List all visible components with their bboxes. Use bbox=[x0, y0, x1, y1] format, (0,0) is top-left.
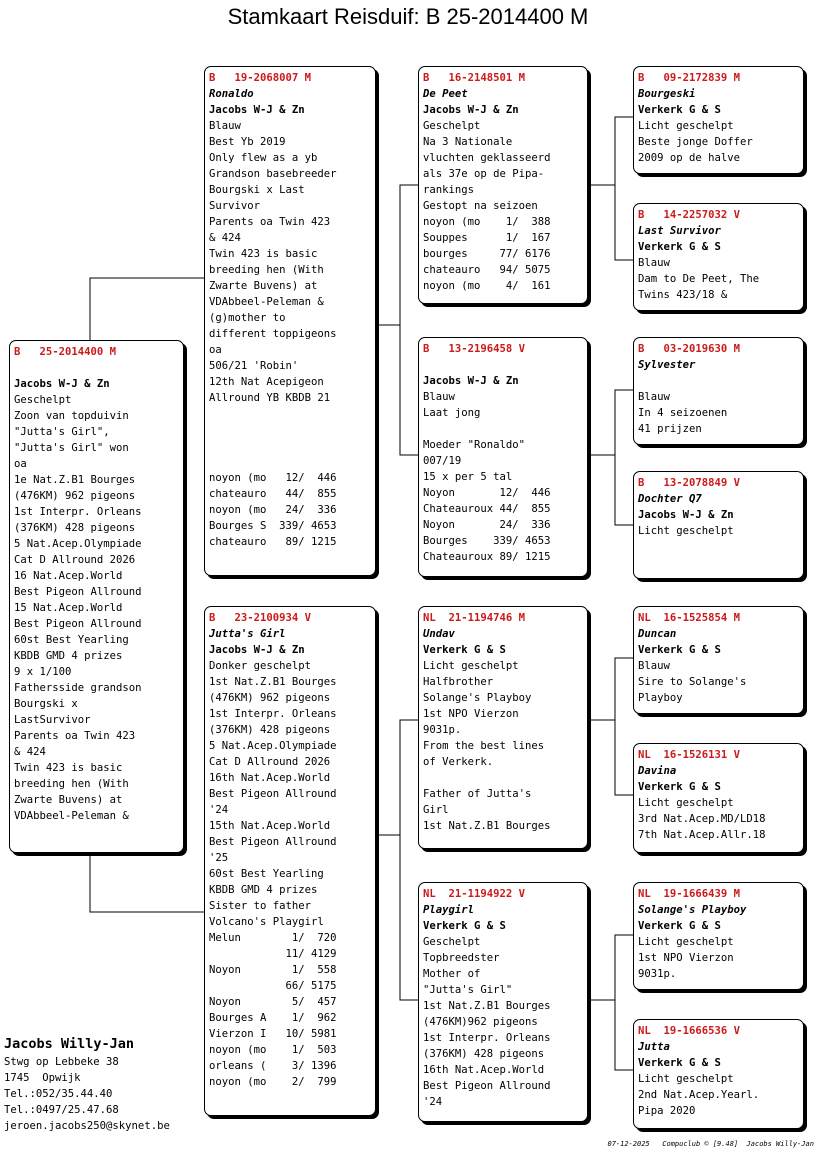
card-text-line: 15 x per 5 tal bbox=[423, 471, 513, 483]
card-text-line: From the best lines bbox=[423, 740, 545, 752]
card-text-line bbox=[209, 454, 371, 470]
card-text-line: Geschelpt bbox=[14, 394, 72, 406]
card-text-line: KBDB GMD 4 prizes bbox=[209, 884, 318, 896]
breeder-name: Jacobs W-J & Zn bbox=[423, 375, 519, 387]
card-text-line: Best Pigeon Allround bbox=[423, 1080, 551, 1092]
card-text-line: Souppes 1/ 167 bbox=[423, 232, 551, 244]
card-text-line: Survivor bbox=[209, 200, 261, 212]
footer-credit: 07-12-2025 Compuclub © [9.48] Jacobs Willy-Jan bbox=[607, 1140, 814, 1148]
card-text-line: Topbreedster bbox=[423, 952, 500, 964]
link-subject-dam bbox=[90, 853, 204, 912]
link-dam-gsire bbox=[400, 720, 418, 1000]
ring-number: NL 21-1194922 V bbox=[423, 888, 526, 900]
card-text-line: Noyon 24/ 336 bbox=[423, 519, 551, 531]
card-text-line: (476KM) 962 pigeons bbox=[14, 490, 136, 502]
pedigree-card-dam bbox=[204, 606, 376, 1116]
card-text-line: Geschelpt bbox=[423, 936, 481, 948]
card-text-line: Zwarte Buvens) at bbox=[14, 794, 123, 806]
card-text-line: Donker geschelpt bbox=[209, 660, 312, 672]
pigeon-name: Ronaldo bbox=[209, 88, 254, 100]
breeder-name: Jacobs W-J & Zn bbox=[14, 378, 110, 390]
card-text-line: & 424 bbox=[209, 232, 241, 244]
card-text-line: Licht geschelpt bbox=[638, 797, 734, 809]
pigeon-name: Solange's Playboy bbox=[638, 904, 747, 916]
card-text-line: 2nd Nat.Acep.Yearl. bbox=[638, 1089, 760, 1101]
breeder-name: Jacobs W-J & Zn bbox=[209, 104, 305, 116]
card-text-line: Sister to father bbox=[209, 900, 312, 912]
page-title: Stamkaart Reisduif: B 25-2014400 M bbox=[227, 4, 589, 29]
card-text-line: Girl bbox=[423, 804, 449, 816]
card-text-line: LastSurvivor bbox=[14, 714, 91, 726]
pedigree-card-sire-dam bbox=[418, 337, 588, 577]
card-text-line: (376KM) 428 pigeons bbox=[209, 724, 331, 736]
breeder-name: Jacobs W-J & Zn bbox=[209, 644, 305, 656]
card-text-line: 3rd Nat.Acep.MD/LD18 bbox=[638, 813, 766, 825]
card-text-line: Sire to Solange's bbox=[638, 676, 747, 688]
link-sire-gsire bbox=[400, 185, 418, 455]
pedigree-card-dam-sire-dam bbox=[633, 743, 804, 853]
card-text-line: 12th Nat Acepigeon bbox=[209, 376, 324, 388]
card-text-line bbox=[14, 360, 179, 376]
pigeon-name: Jutta bbox=[638, 1041, 670, 1053]
card-text-line: Chateauroux 44/ 855 bbox=[423, 503, 551, 515]
card-text-line: "Jutta's Girl" won bbox=[14, 442, 129, 454]
pedigree-card-sire-sire-dam bbox=[633, 203, 804, 311]
pedigree-card-sire-dam-dam bbox=[633, 471, 804, 579]
card-text-line: Best Yb 2019 bbox=[209, 136, 286, 148]
card-text-line: Pipa 2020 bbox=[638, 1105, 696, 1117]
pedigree-card-sire-dam-sire bbox=[633, 337, 804, 445]
card-text-line: 7th Nat.Acep.Allr.18 bbox=[638, 829, 766, 841]
card-text-line: Licht geschelpt bbox=[638, 525, 734, 537]
card-text-line: Gestopt na seizoen bbox=[423, 200, 538, 212]
card-text-line: Best Pigeon Allround bbox=[14, 586, 142, 598]
card-text-line: Parents oa Twin 423 bbox=[209, 216, 331, 228]
card-text-line: "Jutta's Girl" bbox=[423, 984, 513, 996]
owner-phone: Tel.:052/35.44.40 bbox=[4, 1088, 113, 1100]
card-text-line: Bourges 339/ 4653 bbox=[423, 535, 551, 547]
owner-email[interactable]: jeroen.jacobs250@skynet.be bbox=[4, 1120, 170, 1132]
pedigree-card-dam-dam-sire bbox=[633, 882, 804, 990]
ring-number: B 19-2068007 M bbox=[209, 72, 312, 84]
card-text-line: noyon (mo 24/ 336 bbox=[209, 504, 337, 516]
card-text-line: 16 Nat.Acep.World bbox=[14, 570, 123, 582]
card-text-line: Chateauroux 89/ 1215 bbox=[423, 551, 551, 563]
card-text-line: oa bbox=[209, 344, 222, 356]
pedigree-card-dam-sire-sire bbox=[633, 606, 804, 714]
card-text-line: 60st Best Yearling bbox=[14, 634, 129, 646]
card-text-line: 1st Nat.Z.B1 Bourges bbox=[423, 820, 551, 832]
card-text-line: 1st Nat.Z.B1 Bourges bbox=[209, 676, 337, 688]
card-text-line: Zwarte Buvens) at bbox=[209, 280, 318, 292]
card-text-line: (476KM) 962 pigeons bbox=[209, 692, 331, 704]
card-text-line: 1st Interpr. Orleans bbox=[209, 708, 337, 720]
card-text-line bbox=[423, 421, 583, 437]
card-text-line: 15th Nat.Acep.World bbox=[209, 820, 331, 832]
card-text-line: different toppigeons bbox=[209, 328, 337, 340]
card-text-line: '24 bbox=[423, 1096, 443, 1108]
card-text-line: Dam to De Peet, The bbox=[638, 273, 760, 285]
card-text-line bbox=[209, 422, 371, 438]
ring-number: B 03-2019630 M bbox=[638, 343, 741, 355]
card-text-line: Fathersside grandson bbox=[14, 682, 142, 694]
card-text-line: & 424 bbox=[14, 746, 46, 758]
pigeon-name: Undav bbox=[423, 628, 455, 640]
card-text-line: 5 Nat.Acep.Olympiade bbox=[209, 740, 337, 752]
card-text-line: Cat D Allround 2026 bbox=[209, 756, 331, 768]
card-text-line: Twin 423 is basic bbox=[14, 762, 123, 774]
card-text-line: Grandson basebreeder bbox=[209, 168, 337, 180]
card-text-line: Licht geschelpt bbox=[638, 936, 734, 948]
ring-number: NL 16-1526131 V bbox=[638, 749, 741, 761]
card-text-line: 16th Nat.Acep.World bbox=[423, 1064, 545, 1076]
card-text-line: Blauw bbox=[638, 660, 670, 672]
ring-number: B 16-2148501 M bbox=[423, 72, 526, 84]
card-text-line: 1st NPO Vierzon bbox=[638, 952, 734, 964]
card-text-line: 9031p. bbox=[423, 724, 462, 736]
card-text-line: 5 Nat.Acep.Olympiade bbox=[14, 538, 142, 550]
card-text-line: of Verkerk. bbox=[423, 756, 494, 768]
pigeon-name: Jutta's Girl bbox=[209, 628, 286, 640]
card-text-line: Halfbrother bbox=[423, 676, 494, 688]
card-text-line: rankings bbox=[423, 184, 475, 196]
ring-number: B 09-2172839 M bbox=[638, 72, 741, 84]
card-text-line: Licht geschelpt bbox=[423, 660, 519, 672]
ring-number: B 23-2100934 V bbox=[209, 612, 312, 624]
breeder-name: Jacobs W-J & Zn bbox=[638, 509, 734, 521]
card-text-line: Geschelpt bbox=[423, 120, 481, 132]
card-text-line: noyon (mo 4/ 161 bbox=[423, 280, 551, 292]
link-subject-sire bbox=[90, 278, 204, 340]
card-text-line: Volcano's Playgirl bbox=[209, 916, 324, 928]
card-text-line: vluchten geklasseerd bbox=[423, 152, 551, 164]
card-text-line: 1st Interpr. Orleans bbox=[423, 1032, 551, 1044]
card-text-line bbox=[638, 373, 799, 389]
pedigree-card-dam-dam bbox=[418, 882, 588, 1122]
card-text-line: oa bbox=[14, 458, 27, 470]
card-text-line: Vierzon I 10/ 5981 bbox=[209, 1028, 337, 1040]
card-text-line: Bourges S 339/ 4653 bbox=[209, 520, 337, 532]
pedigree-card-sire-sire-sire bbox=[633, 66, 804, 174]
card-text-line: chateauro 94/ 5075 bbox=[423, 264, 551, 276]
owner-mobile: Tel.:0497/25.47.68 bbox=[4, 1104, 119, 1116]
card-text-line: '24 bbox=[209, 804, 229, 816]
breeder-name: Verkerk G & S bbox=[638, 781, 721, 793]
pedigree-card-subject bbox=[9, 340, 184, 853]
ring-number: NL 19-1666439 M bbox=[638, 888, 741, 900]
card-text-line: breeding hen (With bbox=[209, 264, 324, 276]
card-text-line: Licht geschelpt bbox=[638, 1073, 734, 1085]
card-text-line: Blauw bbox=[638, 257, 670, 269]
pigeon-name: De Peet bbox=[423, 88, 468, 100]
card-text-line: bourges 77/ 6176 bbox=[423, 248, 551, 260]
card-text-line: als 37e op de Pipa- bbox=[423, 168, 545, 180]
card-text-line: orleans ( 3/ 1396 bbox=[209, 1060, 337, 1072]
card-text-line: breeding hen (With bbox=[14, 778, 129, 790]
card-text-line: (376KM) 428 pigeons bbox=[423, 1048, 545, 1060]
card-text-line: Zoon van topduivin bbox=[14, 410, 129, 422]
card-text-line: Blauw bbox=[209, 120, 241, 132]
ring-number: B 13-2078849 V bbox=[638, 477, 741, 489]
card-text-line: 506/21 'Robin' bbox=[209, 360, 299, 372]
card-text-line: Best Pigeon Allround bbox=[209, 836, 337, 848]
pigeon-name: Sylvester bbox=[638, 359, 696, 371]
card-text-line: Best Pigeon Allround bbox=[14, 618, 142, 630]
card-text-line: Noyon 12/ 446 bbox=[423, 487, 551, 499]
card-text-line: VDAbbeel-Peleman & bbox=[14, 810, 129, 822]
pedigree-card-dam-sire bbox=[418, 606, 588, 849]
card-text-line: 007/19 bbox=[423, 455, 462, 467]
card-text-line: 2009 op de halve bbox=[638, 152, 741, 164]
card-text-line: noyon (mo 1/ 388 bbox=[423, 216, 551, 228]
pedigree-card-sire bbox=[204, 66, 376, 576]
link-mf-ggparents bbox=[615, 658, 633, 795]
card-text-line: 1st Interpr. Orleans bbox=[14, 506, 142, 518]
card-text-line: Noyon 5/ 457 bbox=[209, 996, 337, 1008]
breeder-name: Verkerk G & S bbox=[423, 920, 506, 932]
card-text-line: Cat D Allround 2026 bbox=[14, 554, 136, 566]
card-text-line: Best Pigeon Allround bbox=[209, 788, 337, 800]
ring-number: B 13-2196458 V bbox=[423, 343, 526, 355]
breeder-name: Verkerk G & S bbox=[638, 644, 721, 656]
card-text-line: Bourgski x bbox=[14, 698, 78, 710]
card-text-line: '25 bbox=[209, 852, 229, 864]
card-text-line: Laat jong bbox=[423, 407, 481, 419]
card-text-line: Solange's Playboy bbox=[423, 692, 532, 704]
owner-city: 1745 Opwijk bbox=[4, 1072, 81, 1084]
pigeon-name: Last Survivor bbox=[638, 225, 721, 237]
card-text-line: KBDB GMD 4 prizes bbox=[14, 650, 123, 662]
card-text-line bbox=[423, 770, 583, 786]
card-text-line: Parents oa Twin 423 bbox=[14, 730, 136, 742]
card-text-line: 9 x 1/100 bbox=[14, 666, 72, 678]
card-text-line: 1st NPO Vierzon bbox=[423, 708, 519, 720]
ring-number: NL 19-1666536 V bbox=[638, 1025, 741, 1037]
card-text-line: Bourges A 1/ 962 bbox=[209, 1012, 337, 1024]
ring-number: B 14-2257032 V bbox=[638, 209, 741, 221]
card-text-line: 11/ 4129 bbox=[209, 948, 337, 960]
pigeon-name: Davina bbox=[638, 765, 677, 777]
card-text-line: 41 prijzen bbox=[638, 423, 702, 435]
breeder-name: Verkerk G & S bbox=[638, 104, 721, 116]
pigeon-name: Duncan bbox=[638, 628, 677, 640]
card-text-line: 66/ 5175 bbox=[209, 980, 337, 992]
link-ff-ggparents bbox=[615, 117, 633, 260]
card-text-line: 60st Best Yearling bbox=[209, 868, 324, 880]
card-text-line: VDAbbeel-Peleman & bbox=[209, 296, 324, 308]
owner-block bbox=[4, 1034, 170, 1134]
card-text-line: Blauw bbox=[423, 391, 455, 403]
card-text-line: Blauw bbox=[638, 391, 670, 403]
card-text-line: chateauro 89/ 1215 bbox=[209, 536, 337, 548]
pigeon-name: Playgirl bbox=[423, 904, 475, 916]
card-text-line: noyon (mo 12/ 446 bbox=[209, 472, 337, 484]
card-text-line: "Jutta's Girl", bbox=[14, 426, 110, 438]
card-text-line: Allround YB KBDB 21 bbox=[209, 392, 331, 404]
card-text-line bbox=[423, 357, 583, 373]
pedigree-card-sire-sire bbox=[418, 66, 588, 304]
owner-address: Stwg op Lebbeke 38 bbox=[4, 1056, 119, 1068]
breeder-name: Verkerk G & S bbox=[638, 241, 721, 253]
ring-number: NL 16-1525854 M bbox=[638, 612, 741, 624]
card-text-line: 1e Nat.Z.B1 Bourges bbox=[14, 474, 136, 486]
card-text-line: Bourgski x Last bbox=[209, 184, 305, 196]
card-text-line: In 4 seizoenen bbox=[638, 407, 728, 419]
card-text-line: 1st Nat.Z.B1 Bourges bbox=[423, 1000, 551, 1012]
ring-number: B 25-2014400 M bbox=[14, 346, 117, 358]
card-text-line bbox=[209, 406, 371, 422]
breeder-name: Jacobs W-J & Zn bbox=[423, 104, 519, 116]
card-text-line: Twins 423/18 & bbox=[638, 289, 728, 301]
link-mm-ggparents bbox=[615, 935, 633, 1070]
card-text-line: Licht geschelpt bbox=[638, 120, 734, 132]
card-text-line: 15 Nat.Acep.World bbox=[14, 602, 123, 614]
card-text-line: Melun 1/ 720 bbox=[209, 932, 337, 944]
breeder-name: Verkerk G & S bbox=[423, 644, 506, 656]
pigeon-name: Bourgeski bbox=[638, 88, 696, 100]
card-text-line: Na 3 Nationale bbox=[423, 136, 513, 148]
card-text-line: Twin 423 is basic bbox=[209, 248, 318, 260]
card-text-line: Moeder "Ronaldo" bbox=[423, 439, 526, 451]
link-fm-ggparents bbox=[615, 390, 633, 525]
breeder-name: Verkerk G & S bbox=[638, 1057, 721, 1069]
card-text-line: Father of Jutta's bbox=[423, 788, 532, 800]
card-text-line: Mother of bbox=[423, 968, 481, 980]
card-text-line: Playboy bbox=[638, 692, 683, 704]
owner-name: Jacobs Willy-Jan bbox=[4, 1036, 135, 1052]
card-text-line: 16th Nat.Acep.World bbox=[209, 772, 331, 784]
card-text-line: 9031p. bbox=[638, 968, 677, 980]
card-text-line: Only flew as a yb bbox=[209, 152, 318, 164]
pedigree-card-dam-dam-dam bbox=[633, 1019, 804, 1129]
breeder-name: Verkerk G & S bbox=[638, 920, 721, 932]
card-text-line: noyon (mo 2/ 799 bbox=[209, 1076, 337, 1088]
card-text-line: (476KM)962 pigeons bbox=[423, 1016, 538, 1028]
card-text-line: noyon (mo 1/ 503 bbox=[209, 1044, 337, 1056]
card-text-line: Noyon 1/ 558 bbox=[209, 964, 337, 976]
card-text-line: (376KM) 428 pigeons bbox=[14, 522, 136, 534]
card-text-line: chateauro 44/ 855 bbox=[209, 488, 337, 500]
card-text-line: Beste jonge Doffer bbox=[638, 136, 753, 148]
card-text-line: (g)mother to bbox=[209, 312, 286, 324]
ring-number: NL 21-1194746 M bbox=[423, 612, 526, 624]
pigeon-name: Dochter Q7 bbox=[638, 493, 702, 505]
card-text-line bbox=[209, 438, 371, 454]
